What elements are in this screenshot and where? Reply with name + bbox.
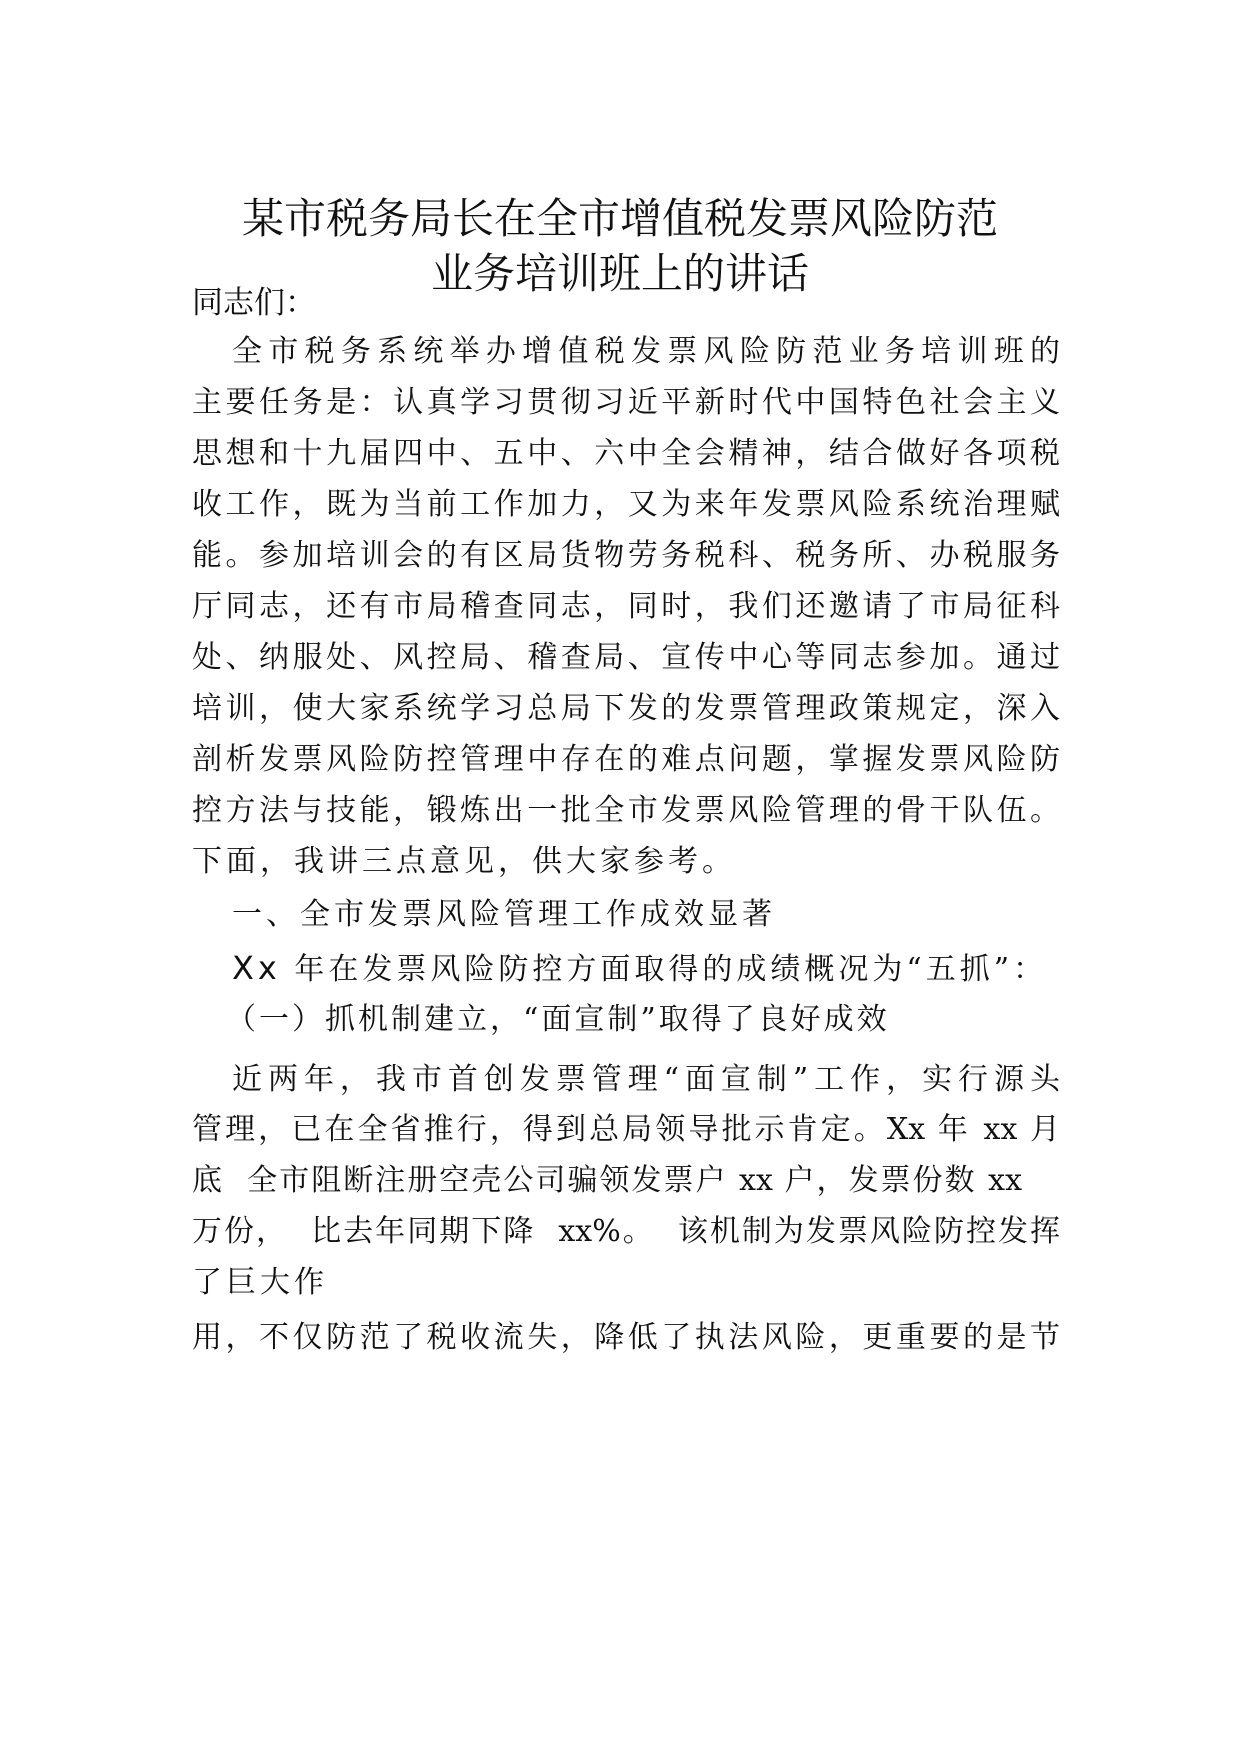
paragraph-1-line-3: 思想和十九届四中、五中、六中全会精神，结合做好各项税 <box>192 436 1060 471</box>
section-heading-1: 一、全市发票风险管理工作成效显著 <box>232 897 776 932</box>
paragraph-1-line-8: 培训，使大家系统学习总局下发的发票管理政策规定，深入 <box>192 691 1060 726</box>
intro-text: 年在发票风险防控方面取得的成绩概况为“五抓”： <box>280 952 1048 987</box>
paragraph-1-line-6: 厅同志，还有市局稽查同志，同时，我们还邀请了市局征科 <box>192 589 1060 624</box>
paragraph-1-line-2: 主要任务是：认真学习贯彻习近平新时代中国特色社会主义 <box>192 385 1060 420</box>
paragraph-1-line-10: 控方法与技能，锻炼出一批全市发票风险管理的骨干队伍。 <box>192 793 1060 828</box>
paragraph-2-line-4: 万份， 比去年同期下降 xx%。 该机制为发票风险防控发挥 <box>192 1214 1060 1249</box>
intro-line <box>232 948 1047 990</box>
paragraph-1-line-5: 能。参加培训会的有区局货物劳务税科、税务所、办税服务 <box>192 538 1060 573</box>
paragraph-2-line-5: 了巨大作 <box>192 1265 328 1300</box>
paragraph-1-line-1: 全市税务系统举办增值税发票风险防范业务培训班的 <box>232 334 1060 369</box>
salutation: 同志们： <box>192 285 316 321</box>
subheading-1: （一）抓机制建立，“面宣制”取得了良好成效 <box>226 1002 890 1037</box>
paragraph-2-line-3: 底 全市阻断注册空壳公司骗领发票户 xx 户，发票份数 xx <box>192 1163 1022 1198</box>
paragraph-1-line-9: 剖析发票风险防控管理中存在的难点问题，掌握发票风险防 <box>192 742 1060 777</box>
paragraph-2-line-6: 用，不仅防范了税收流失，降低了执法风险，更重要的是节 <box>192 1320 1060 1355</box>
paragraph-2-line-2: 管理，已在全省推行，得到总局领导批示肯定。Xx 年 xx 月 <box>192 1112 1060 1147</box>
document-title-line-2: 业务培训班上的讲话 <box>430 249 809 298</box>
paragraph-1-line-11: 下面，我讲三点意见，供大家参考。 <box>192 844 736 879</box>
intro-year-prefix: Xx <box>232 949 281 987</box>
paragraph-1-line-4: 收工作，既为当前工作加力，又为来年发票风险系统治理赋 <box>192 487 1060 522</box>
paragraph-2-line-1: 近两年，我市首创发票管理“面宣制”工作，实行源头 <box>232 1062 1060 1097</box>
document-title-line-1: 某市税务局长在全市增值税发票风险防范 <box>241 194 998 243</box>
paragraph-1-line-7: 处、纳服处、风控局、稽查局、宣传中心等同志参加。通过 <box>192 640 1060 675</box>
